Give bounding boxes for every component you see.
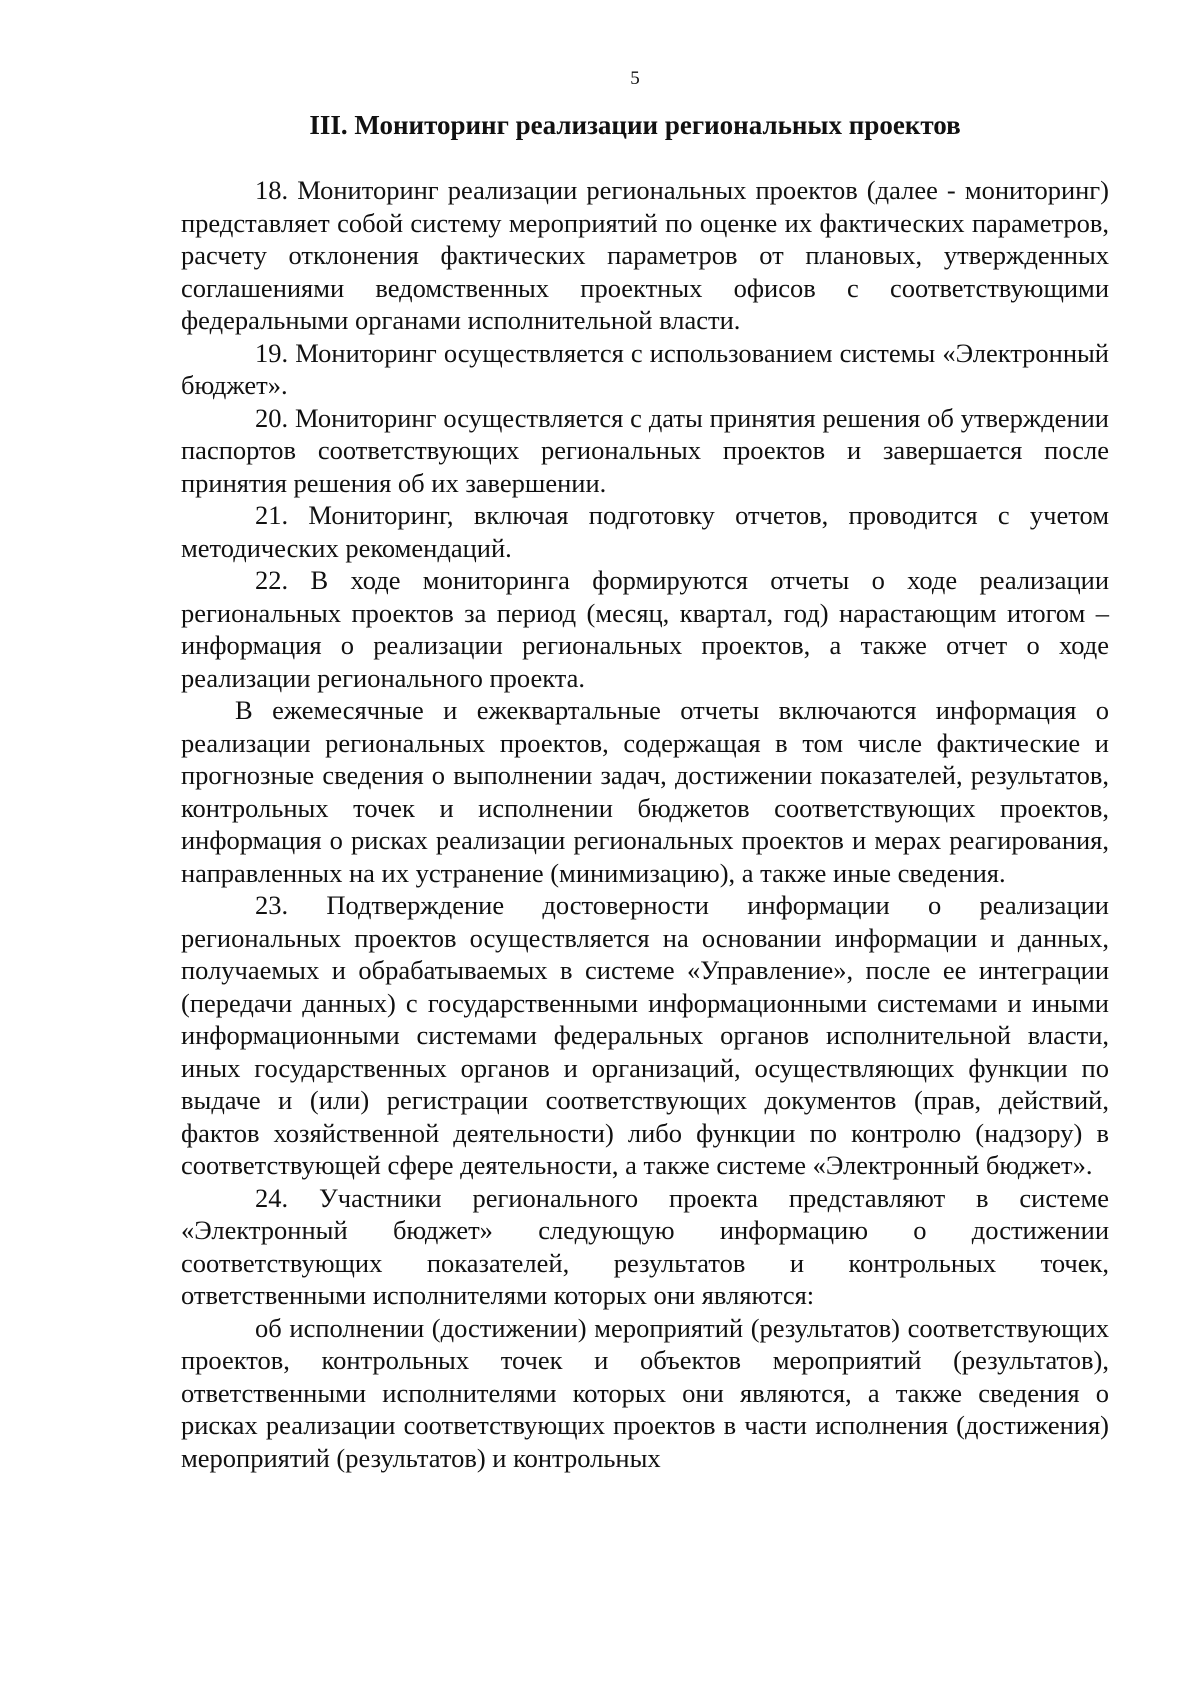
paragraph-19: 19. Мониторинг осуществляется с использованием системы «Электронный бюджет». — [181, 337, 1109, 400]
paragraph-18: 18. Мониторинг реализации региональных проектов (далее - мониторинг) представляет собой систему мероприятий по оценке их фактических параметров, расчету отклонения фактических параметров от плановых, утвержденных соглашениями ведомственных проектных офисов с соответствующими федеральными органами исполнительной власти. — [181, 175, 1109, 335]
paragraph-22-reports: В ежемесячные и ежеквартальные отчеты включаются информация о реализации региональных проектов, содержащая в том числе фактические и прогнозные сведения о выполнении задач, достижении показателей, результатов, контрольных точек и исполнении бюджетов соответствующих проектов, информация о рисках реализации региональных проектов и мерах реагирования, направленных на их устранение (минимизацию), а также иные сведения. — [181, 695, 1109, 888]
paragraph-21: 21. Мониторинг, включая подготовку отчетов, проводится с учетом методических рекомендаций. — [181, 500, 1109, 563]
paragraph-22: 22. В ходе мониторинга формируются отчеты о ходе реализации региональных проектов за период (месяц, квартал, год) нарастающим итогом – информация о реализации региональных проектов, а также отчет о ходе реализации регионального проекта. — [181, 565, 1109, 693]
document-body — [181, 174, 1109, 1474]
paragraph-20: 20. Мониторинг осуществляется с даты принятия решения об утверждении паспортов соответствующих региональных проектов и завершается после принятия решения об их завершении. — [181, 402, 1109, 498]
page-number: 5 — [630, 68, 640, 89]
section-title: III. Мониторинг реализации региональных проектов — [309, 110, 961, 140]
paragraph-24: 24. Участники регионального проекта представляют в системе «Электронный бюджет» следующую информацию о достижении соответствующих показателей, результатов и контрольных точек, ответственными исполнителями которых они являются: — [181, 1182, 1109, 1310]
paragraph-23: 23. Подтверждение достоверности информации о реализации региональных проектов осуществляется на основании информации и данных, получаемых и обрабатываемых в системе «Управление», после ее интеграции (передачи данных) с государственными информационными системами и иными информационными системами федеральных органов исполнительной власти, иных государственных органов и организаций, осуществляющих функции по выдаче и (или) регистрации соответствующих документов (прав, действий, фактов хозяйственной деятельности) либо функции по контролю (надзору) в соответствующей сфере деятельности, а также системе «Электронный бюджет». — [181, 890, 1109, 1180]
paragraph-24-item: об исполнении (достижении) мероприятий (результатов) соответствующих проектов, контрольных точек и объектов мероприятий (результатов), ответственными исполнителями которых они являются, а также сведения о рисках реализации соответствующих проектов в части исполнения (достижения) мероприятий (результатов) и контрольных — [181, 1312, 1109, 1473]
